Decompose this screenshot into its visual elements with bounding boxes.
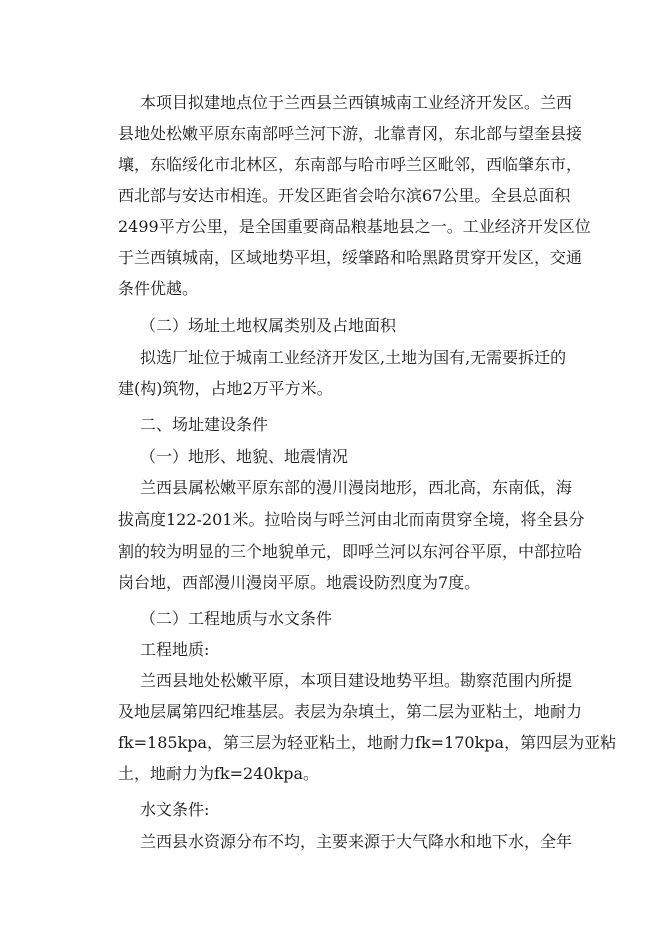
subheading: 工程地质: bbox=[140, 640, 210, 659]
paragraph-line: 壤，东临绥化市北林区，东南部与哈市呼兰区毗邻，西临肇东市， bbox=[118, 155, 583, 174]
paragraph-line: 兰西县水资源分布不均，主要来源于大气降水和地下水，全年 bbox=[140, 832, 573, 851]
section-heading: 二、场址建设条件 bbox=[140, 415, 269, 434]
paragraph-line: 及地层属第四纪堆基层。表层为杂填土，第二层为亚粘土，地耐力 bbox=[118, 702, 583, 721]
paragraph-line: 西北部与安达市相连。开发区距省会哈尔滨67公里。全县总面积 bbox=[118, 186, 571, 205]
section-heading: （二）场址土地权属类别及占地面积 bbox=[140, 316, 397, 335]
paragraph-line: fk=185kpa，第三层为轻亚粘土，地耐力fk=170kpa，第四层为亚粘 bbox=[118, 733, 617, 752]
section-heading: （二）工程地质与水文条件 bbox=[140, 609, 333, 628]
paragraph-line: 本项目拟建地点位于兰西县兰西镇城南工业经济开发区。兰西 bbox=[140, 93, 573, 112]
paragraph-line: 2499平方公里，是全国重要商品粮基地县之一。工业经济开发区位 bbox=[118, 217, 591, 236]
paragraph-line: 拔高度122-201米。拉哈岗与呼兰河由北而南贯穿全境，将全县分 bbox=[118, 510, 585, 529]
paragraph-line: 建(构)筑物，占地2万平方米。 bbox=[118, 379, 333, 398]
section-heading: （一）地形、地貌、地震情况 bbox=[140, 447, 349, 466]
subheading: 水文条件: bbox=[140, 800, 210, 819]
paragraph-line: 岗台地，西部漫川漫岗平原。地震设防烈度为7度。 bbox=[118, 573, 481, 592]
paragraph-line: 土，地耐力为fk=240kpa。 bbox=[118, 764, 320, 783]
paragraph-line: 兰西县属松嫩平原东部的漫川漫岗地形，西北高，东南低，海 bbox=[140, 478, 573, 497]
paragraph-line: 拟选厂址位于城南工业经济开发区,土地为国有,无需要拆迁的 bbox=[140, 348, 567, 367]
paragraph-line: 兰西县地处松嫩平原，本项目建设地势平坦。勘察范围内所提 bbox=[140, 671, 573, 690]
paragraph-line: 县地处松嫩平原东南部呼兰河下游，北靠青冈，东北部与望奎县接 bbox=[118, 124, 583, 143]
paragraph-line: 于兰西镇城南，区域地势平坦，绥肇路和哈黑路贯穿开发区，交通 bbox=[118, 248, 583, 267]
paragraph-line: 条件优越。 bbox=[118, 279, 199, 298]
paragraph-line: 割的较为明显的三个地貌单元，即呼兰河以东河谷平原，中部拉哈 bbox=[118, 542, 583, 561]
